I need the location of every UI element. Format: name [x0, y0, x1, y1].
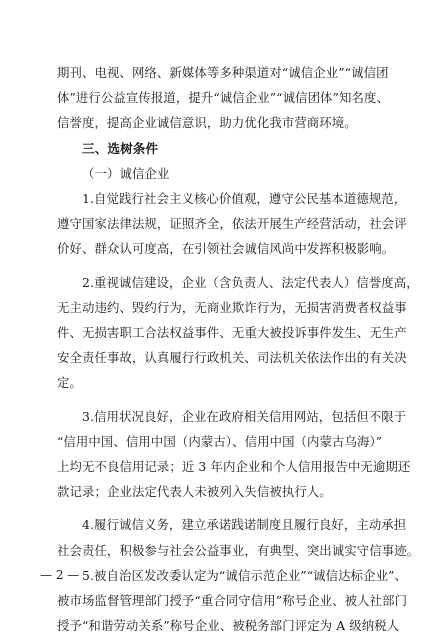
text-line: 1.自觉践行社会主义核心价值观，遵守公民基本道德规范， — [82, 191, 407, 207]
text-line: 5.被自治区发改委认定为“诚信示范企业”“诚信达标企业”、 — [82, 567, 408, 583]
subsection-heading: （一）诚信企业 — [82, 165, 170, 181]
text-line: 体”进行公益宣传报道，提升“诚信企业”“诚信团体”知名度、 — [57, 90, 389, 106]
text-line: 件、无损害职工合法权益事件、无重大被投诉事件发生、无生产 — [57, 325, 407, 341]
text-line: 被市场监督管理部门授予“重合同守信用”称号企业、被人社部门 — [57, 593, 408, 609]
text-line: 社会责任，积极参与社会公益事业，有典型、突出诚实守信事迹。 — [57, 542, 420, 558]
section-heading: 三、选树条件 — [82, 140, 159, 156]
text-line: 授予“和谐劳动关系”称号企业、被税务部门评定为 A 级纳税人 — [57, 618, 400, 634]
text-line: “信用中国、信用中国（内蒙古）、信用中国（内蒙古乌海）” — [57, 433, 383, 449]
text-line: 定。 — [57, 375, 82, 391]
page-number: — 2 — — [40, 568, 80, 582]
text-line: 期刊、电视、网络、新媒体等多种渠道对“诚信企业”“诚信团 — [57, 65, 389, 80]
text-line: 无主动违约、毁约行为，无商业欺诈行为，无损害消费者权益事 — [57, 299, 407, 315]
text-line: 信誉度，提高企业诚信意识，助力优化我市营商环境。 — [57, 115, 357, 131]
text-line: 4.履行诚信义务，建立承诺践诺制度且履行良好，主动承担 — [82, 517, 407, 533]
text-line: 安全责任事故，认真履行行政机关、司法机关依法作出的有关决 — [57, 350, 407, 366]
text-line: 2.重视诚信建设，企业（含负责人、法定代表人）信誉度高， — [82, 274, 419, 290]
text-line: 遵守国家法律法规，证照齐全，依法开展生产经营活动，社会评 — [57, 216, 407, 232]
document-body — [57, 60, 420, 638]
text-line: 上均无不良信用记录；近 3 年内企业和个人信用报告中无逾期还 — [57, 459, 411, 475]
text-line: 款记录；企业法定代表人未被列入失信被执行人。 — [57, 484, 332, 500]
text-line: 3.信用状况良好，企业在政府相关信用网站，包括但不限于 — [82, 408, 407, 424]
text-line: 价好、群众认可度高，在引领社会诚信风尚中发挥积极影响。 — [57, 241, 395, 257]
